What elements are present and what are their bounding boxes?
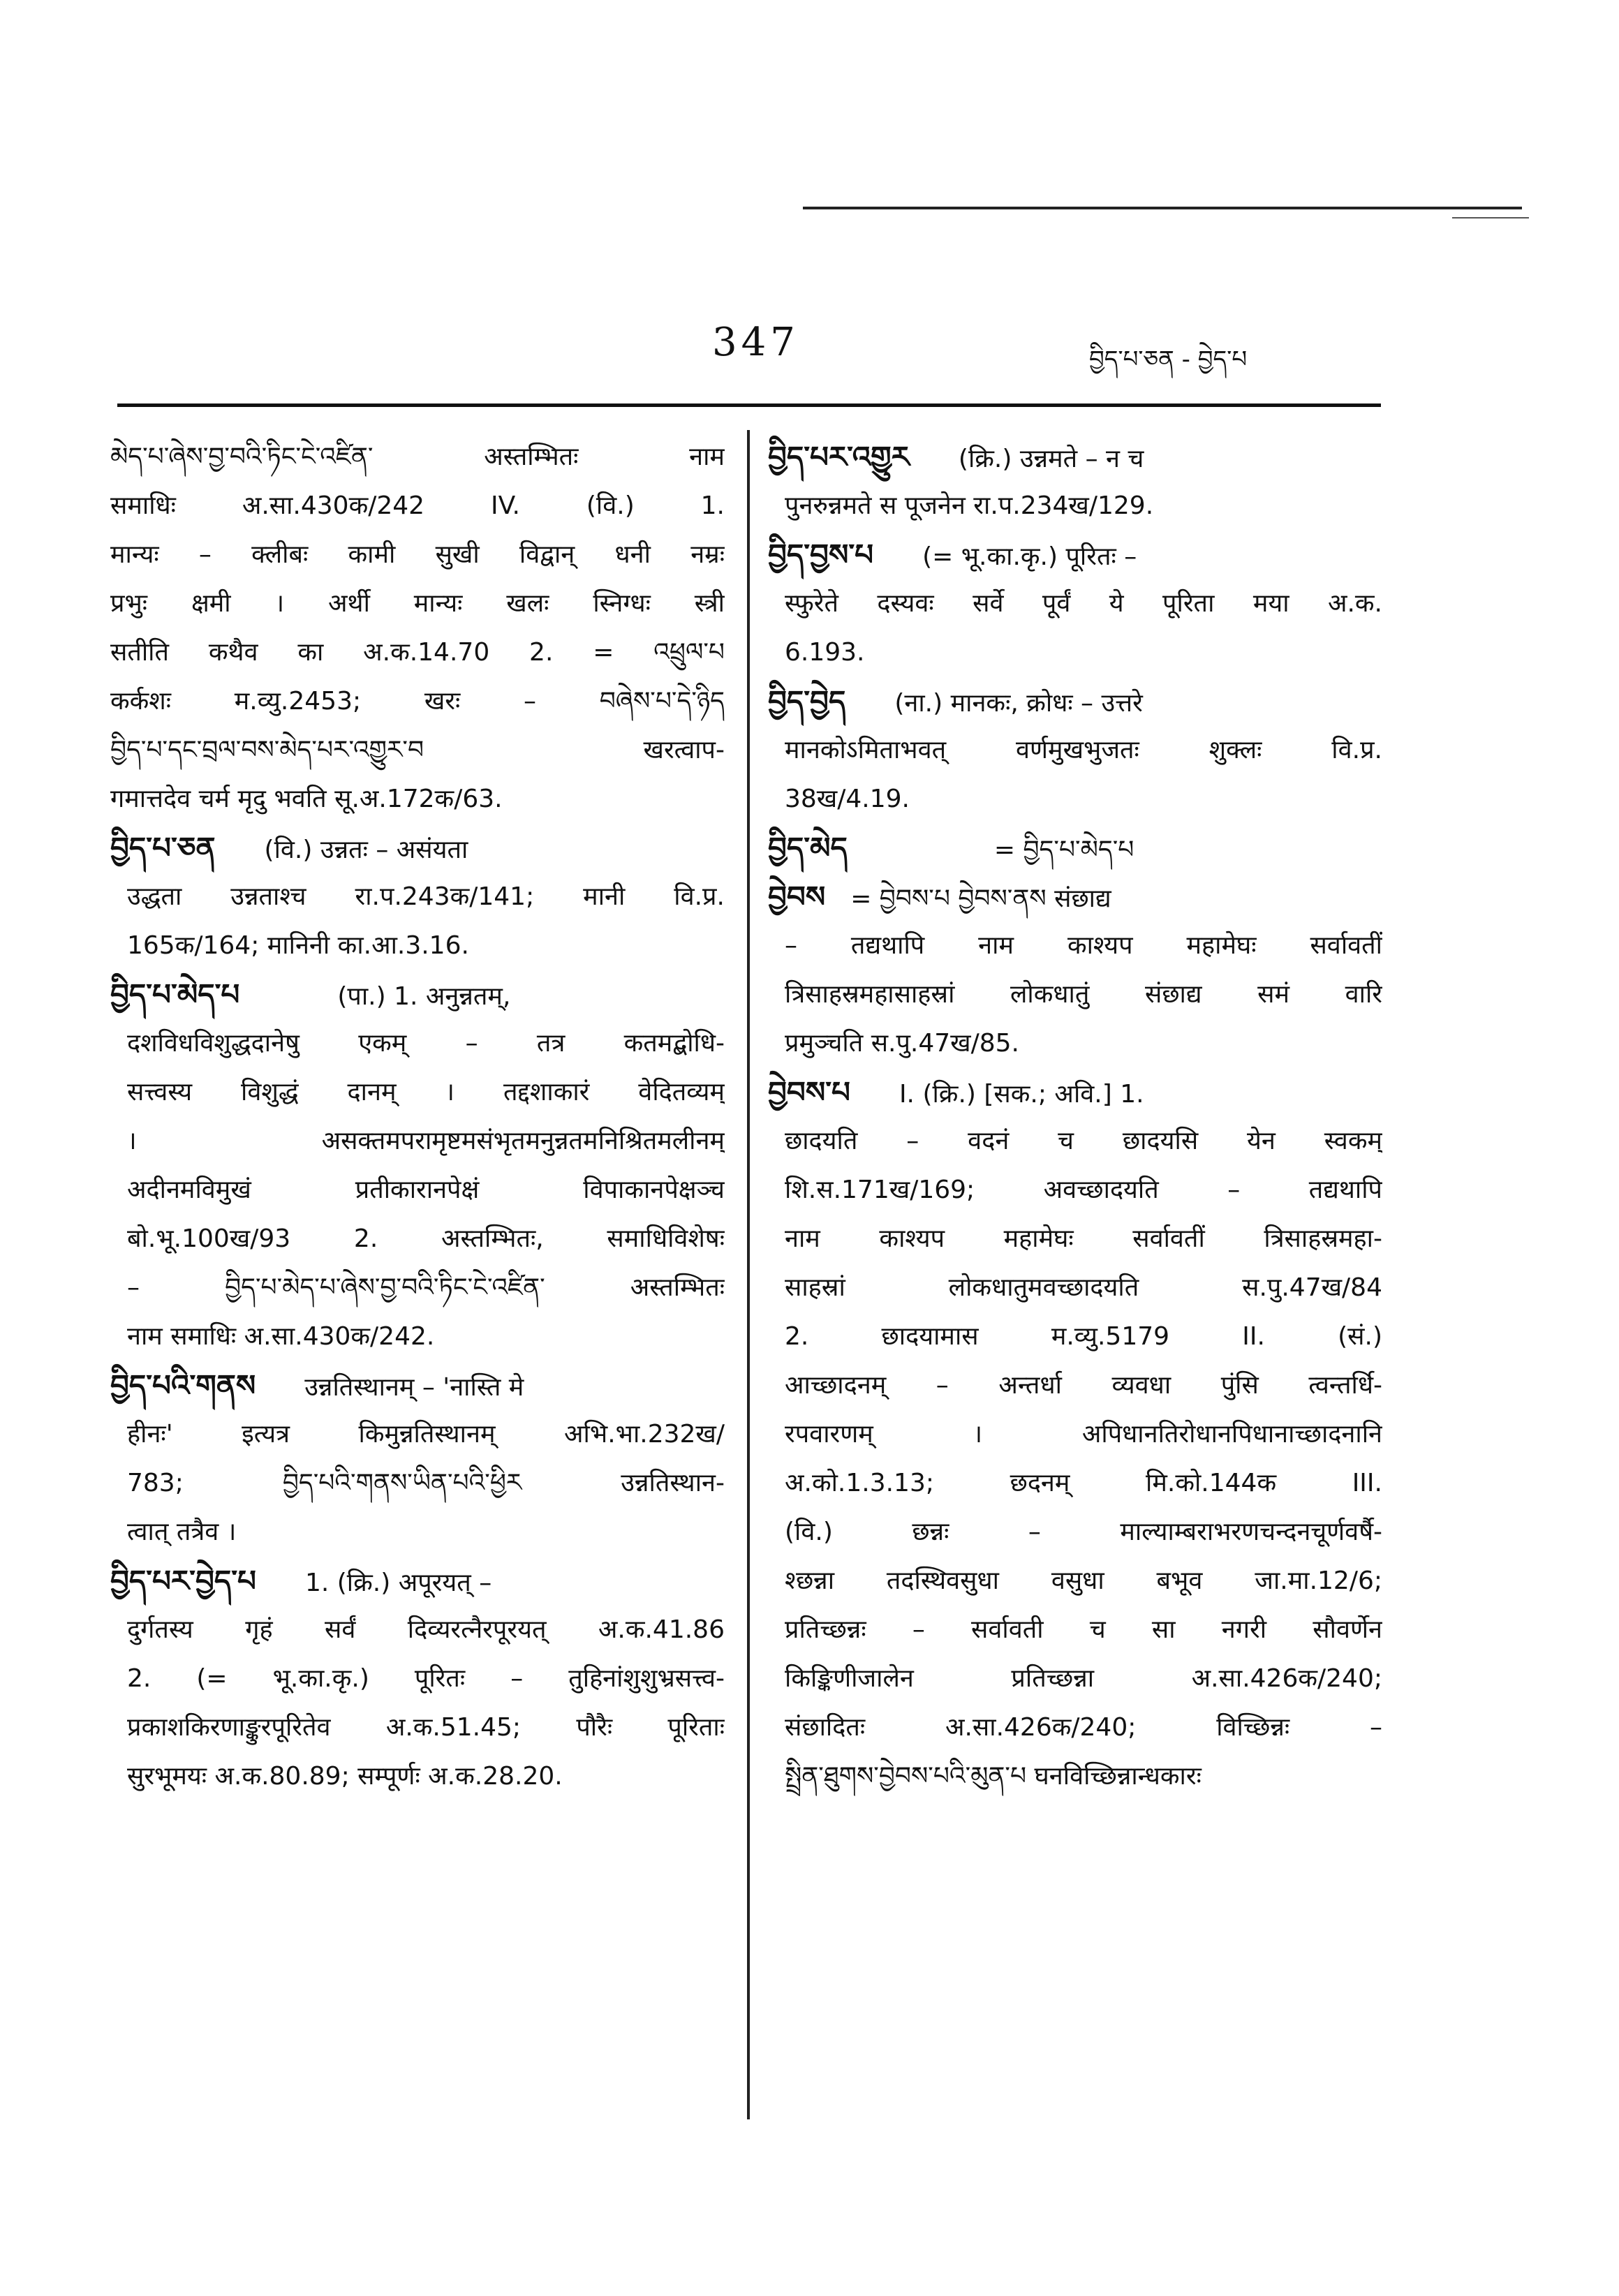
entry-text: I. (क्रि.) [सक.; अवि.] 1. <box>899 1080 1144 1109</box>
dictionary-entry <box>768 531 1382 579</box>
entry-line: 2. (= भू.का.कृ.) पूरितः – तुहिनांशुशुभ्रसत्त्व- <box>127 1664 725 1693</box>
entry-line: मानकोऽमिताभवत् वर्णमुखभुजतः शुक्लः वि.प्र. <box>785 736 1382 764</box>
entry-line: 6.193. <box>785 638 865 667</box>
running-head: བྱིད་པ་ཅན - བྱེད་པ <box>1089 346 1248 373</box>
right-column <box>768 433 1382 1801</box>
entry-line: 2. छादयामास म.व्यु.5179 II. (सं.) <box>785 1322 1382 1351</box>
entry-line: – བྱིད་པ་མེད་པ་ཞེས་བྱ་བའི་ཏིང་ངེ་འཛིན་ अस्तम्भितः <box>127 1273 725 1302</box>
entry-line: मान्यः – क्लीबः कामी सुखी विद्वान् धनी नम्रः <box>110 540 725 569</box>
entry-line: समाधिः अ.सा.430क/242 IV. (वि.) 1. <box>110 491 725 520</box>
entry-line: (वि.) छन्नः – माल्याम्बराभरणचन्दनचूर्णवर्षै- <box>785 1518 1382 1546</box>
entry-line: रपवारणम् । अपिधानतिरोधानपिधानाच्छादनानि <box>785 1420 1382 1449</box>
entry-text: (वि.) उन्नतः – असंयता <box>264 836 468 864</box>
entry-line: त्रिसाहस्रमहासाहस्रां लोकधातुं संछाद्य समं वारि <box>785 980 1382 1009</box>
entry-line: 783; བྱིད་པའི་གནས་ཡིན་པའི་ཕྱིར उन्नतिस्थान- <box>127 1469 725 1497</box>
dictionary-entry <box>110 824 725 873</box>
entry-text: (क्रि.) उन्नमते – न च <box>958 445 1144 473</box>
entry-line: स्फुरेते दस्यवः सर्वे पूर्वं ये पूरिता मया अ.क. <box>785 589 1382 618</box>
entry-line: सत्त्वस्य विशुद्धं दानम् । तद्दशाकारं वेदितव्यम् <box>127 1078 725 1106</box>
header-rule <box>117 403 1381 407</box>
dictionary-entry <box>768 677 1382 726</box>
entry-line: कर्कशः म.व्यु.2453; खरः – བཞེས་པ་དེ་ཉིད <box>110 687 725 716</box>
column-divider <box>747 430 750 2119</box>
entry-line: प्रतिच्छन्नः – सर्वावती च सा नगरी सौवर्णेन <box>785 1615 1382 1644</box>
entry-text: = བྱིད་པ་མེད་པ <box>993 836 1134 864</box>
entry-line: སྤྲིན་ཐུགས་བྱེབས་པའི་མུན་པ घनविच्छिन्नान्धकारः <box>785 1762 1202 1791</box>
entry-line: गमात्तदेव चर्म मृदु भवति सू.अ.172क/63. <box>110 785 503 813</box>
entry-headword: བྱིད་པའི་གནས <box>110 1368 256 1402</box>
left-column <box>110 433 725 1801</box>
page-number: 347 <box>712 320 799 365</box>
entry-line: सुरभूमयः अ.क.80.89; सम्पूर्णः अ.क.28.20. <box>127 1762 563 1791</box>
entry-line: – तद्यथापि नाम काश्यप महामेघः सर्वावतीं <box>785 931 1382 960</box>
dictionary-entry <box>768 433 1382 482</box>
entry-line: 165क/164; मानिनी का.आ.3.16. <box>127 931 469 960</box>
entry-line: दुर्गतस्य गृहं सर्वं दिव्यरत्नैरपूरयत् अ.क.41.86 <box>127 1615 725 1644</box>
dictionary-entry <box>110 970 725 1019</box>
entry-text: 1. (क्रि.) अपूरयत् – <box>304 1569 492 1597</box>
entry-line: त्वात् तत्रैव । <box>127 1518 237 1546</box>
entry-headword: བྱིད་བྱེད <box>768 684 846 718</box>
entry-line: शि.स.171ख/169; अवच्छादयति – तद्यथापि <box>785 1176 1382 1204</box>
dictionary-entry <box>110 1557 725 1606</box>
entry-headword: བྱེབས་པ <box>768 1075 850 1109</box>
entry-line: མེད་པ་ཞེས་བྱ་བའི་ཏིང་ངེ་འཛིན་ अस्तम्भितः नाम <box>110 443 725 471</box>
entry-line: । असक्तमपरामृष्टमसंभृतमनुन्नतमनिश्रितमलीनम् <box>127 1127 725 1155</box>
top-rule <box>803 207 1522 209</box>
entry-line: बो.भू.100ख/93 2. अस्तम्भितः, समाधिविशेषः <box>127 1224 725 1253</box>
entry-line: सतीति कथैव का अ.क.14.70 2. = འཕྲུལ་པ <box>110 638 725 667</box>
dictionary-entry <box>110 1361 725 1410</box>
entry-headword: བྱིད་པར་བྱེད་པ <box>110 1564 256 1598</box>
dictionary-entry <box>768 1068 1382 1117</box>
entry-line: प्रभुः क्षमी । अर्थी मान्यः खलः स्निग्धः स्त्री <box>110 589 725 618</box>
entry-line: किङ्किणीजालेन प्रतिच्छन्ना अ.सा.426क/240; <box>785 1664 1382 1693</box>
entry-line: आच्छादनम् – अन्तर्धा व्यवधा पुंसि त्वन्तर्धि- <box>785 1371 1382 1400</box>
entry-line: प्रमुञ्चति स.पु.47ख/85. <box>785 1029 1019 1058</box>
entry-line: पुनरुन्नमते स पूजनेन रा.प.234ख/129. <box>785 491 1154 520</box>
entry-line: 38ख/4.19. <box>785 785 910 813</box>
entry-headword: བྱིད་བྱས་པ <box>768 538 874 572</box>
dictionary-entry <box>768 873 1382 921</box>
entry-line: नाम समाधिः अ.सा.430क/242. <box>127 1322 435 1351</box>
entry-line: उद्धता उन्नताश्च रा.प.243क/141; मानी वि.प्र. <box>127 882 725 911</box>
entry-text: (= भू.का.कृ.) पूरितः – <box>922 542 1137 571</box>
top-rule-short <box>1452 217 1529 219</box>
entry-line: प्रकाशकिरणाङ्कुरपूरितेव अ.क.51.45; पौरैः पूरिताः <box>127 1713 725 1742</box>
entry-line: संछादितः अ.सा.426क/240; विच्छिन्नः – <box>785 1713 1382 1742</box>
entry-line: नाम काश्यप महामेघः सर्वावतीं त्रिसाहस्रमहा- <box>785 1224 1382 1253</box>
entry-line: छादयति – वदनं च छादयसि येन स्वकम् <box>785 1127 1382 1155</box>
entry-line: अ.को.1.3.13; छदनम् मि.को.144क III. <box>785 1469 1382 1497</box>
entry-line: བྱིད་པ་དང་བྲལ་བས་མེད་པར་འགྱུར་བ खरत्वाप- <box>110 736 725 764</box>
entry-line: दशविधविशुद्धदानेषु एकम् – तत्र कतमद्बोधि- <box>127 1029 725 1058</box>
entry-text: (पा.) 1. अनुन्नतम्, <box>337 982 511 1011</box>
entry-headword: བྱིད་པར་འགྱུར <box>768 440 910 474</box>
entry-text: = བྱེབས་པ བྱེབས་ནས संछाद्य <box>850 884 1111 913</box>
entry-line: श्छन्ना तदस्थिवसुधा वसुधा बभूव जा.मा.12/6; <box>785 1567 1382 1595</box>
entry-headword: བྱིད་མེད <box>768 831 848 865</box>
entry-text: (ना.) मानकः, क्रोधः – उत्तरे <box>894 689 1143 718</box>
entry-headword: བྱིད་པ་མེད་པ <box>110 977 240 1012</box>
entry-line: साहस्रां लोकधातुमवच्छादयति स.पु.47ख/84 <box>785 1273 1382 1302</box>
entry-line: अदीनमविमुखं प्रतीकारानपेक्षं विपाकानपेक्षञ्च <box>127 1176 725 1204</box>
entry-headword: བྱེབས <box>768 880 826 914</box>
entry-headword: བྱིད་པ་ཅན <box>110 831 216 865</box>
dictionary-entry <box>768 824 1382 873</box>
entry-text: उन्नतिस्थानम् – 'नास्ति मे <box>304 1373 524 1402</box>
entry-line: हीनः' इत्यत्र किमुन्नतिस्थानम् अभि.भा.232ख/ <box>127 1420 725 1449</box>
